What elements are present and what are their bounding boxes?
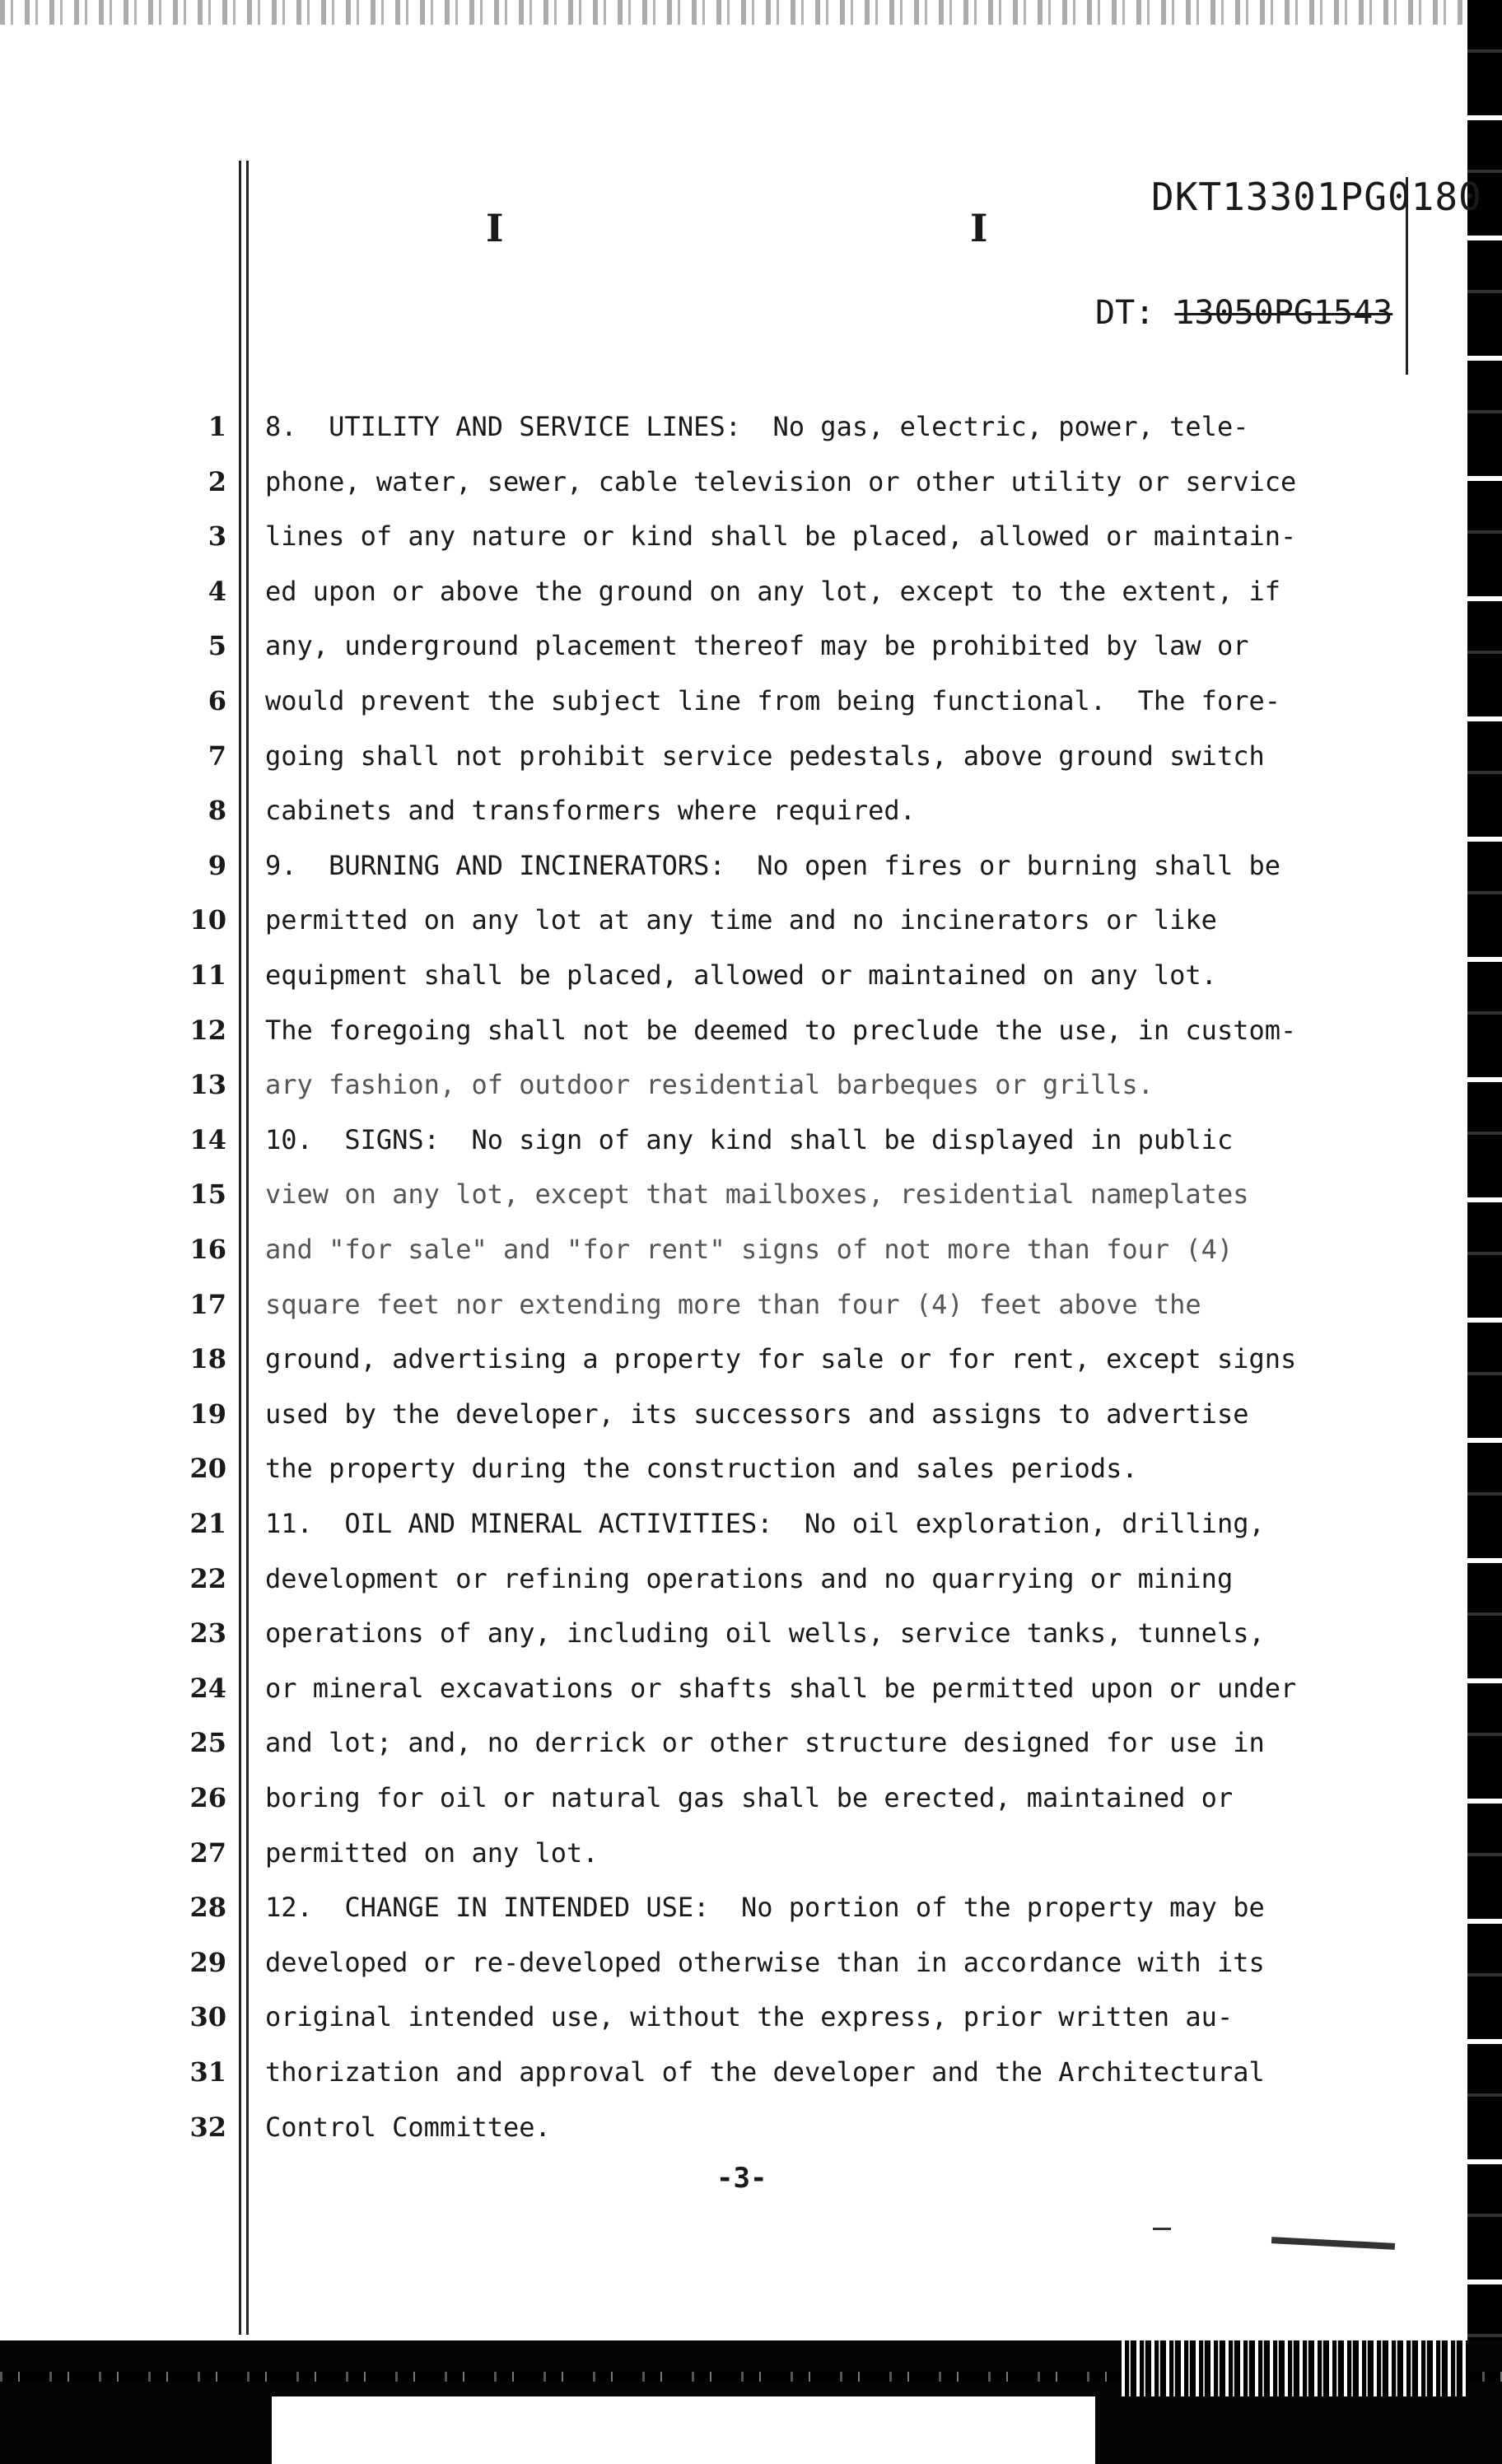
- line-text: 8. UTILITY AND SERVICE LINES: No gas, electric, power, tele-: [265, 411, 1249, 442]
- line-number: 27: [189, 1837, 226, 1869]
- docket-stamp-primary: DKT13301PG0180: [1151, 175, 1482, 219]
- line-number: 29: [189, 1947, 226, 1978]
- line-text: 11. OIL AND MINERAL ACTIVITIES: No oil exploration, drilling,: [265, 1508, 1265, 1539]
- text-line: [0, 838, 1449, 893]
- line-text: original intended use, without the express, prior written au-: [265, 2001, 1234, 2032]
- text-line: [0, 1606, 1449, 1660]
- text-line: [0, 2045, 1449, 2099]
- text-line: [0, 1771, 1449, 1825]
- line-number: 28: [189, 1892, 226, 1923]
- scan-mark: [1153, 2228, 1171, 2230]
- text-line: [0, 509, 1449, 563]
- text-line: [0, 1496, 1449, 1551]
- docket-secondary-prefix: DT:: [1095, 294, 1155, 332]
- line-number: 22: [189, 1563, 226, 1594]
- text-line: [0, 399, 1449, 454]
- line-text: equipment shall be placed, allowed or maintained on any lot.: [265, 959, 1217, 991]
- text-line: [0, 893, 1449, 947]
- line-number: 21: [189, 1508, 226, 1539]
- line-number: 2: [208, 466, 226, 497]
- line-number: 25: [189, 1727, 226, 1758]
- text-line: [0, 783, 1449, 838]
- line-text: thorization and approval of the developer and the Architectural: [265, 2056, 1265, 2088]
- line-number: 19: [189, 1398, 226, 1430]
- line-text: 12. CHANGE IN INTENDED USE: No portion of the property may be: [265, 1892, 1265, 1923]
- docket-secondary-struck: 13050PG1543: [1174, 294, 1393, 332]
- line-number: 31: [189, 2056, 226, 2088]
- line-text: developed or re-developed otherwise than in accordance with its: [265, 1947, 1265, 1978]
- line-number: 6: [208, 685, 226, 716]
- text-line: [0, 1332, 1449, 1386]
- line-number: 13: [189, 1069, 226, 1100]
- line-text: and lot; and, no derrick or other structure designed for use in: [265, 1727, 1265, 1758]
- line-number: 10: [189, 904, 226, 936]
- text-line: [0, 1661, 1449, 1715]
- text-line: [0, 1552, 1449, 1606]
- line-text: going shall not prohibit service pedestals, above ground switch: [265, 740, 1265, 772]
- line-number: 1: [208, 411, 226, 442]
- docket-stamp-secondary: [1095, 294, 1392, 332]
- line-number: 18: [189, 1343, 226, 1374]
- line-number: 24: [189, 1673, 226, 1704]
- line-text: ground, advertising a property for sale or for rent, except signs: [265, 1343, 1297, 1374]
- line-number: 17: [189, 1289, 226, 1320]
- line-number: 8: [208, 795, 226, 826]
- line-text: The foregoing shall not be deemed to preclude the use, in custom-: [265, 1015, 1297, 1046]
- line-text: ary fashion, of outdoor residential barbeques or grills.: [265, 1069, 1154, 1100]
- line-number: 9: [208, 850, 226, 881]
- text-line: [0, 455, 1449, 509]
- line-text: 9. BURNING AND INCINERATORS: No open fires or burning shall be: [265, 850, 1280, 881]
- scan-edge-right: [1467, 0, 1502, 2464]
- line-number: 20: [189, 1453, 226, 1484]
- line-number: 3: [208, 520, 226, 552]
- header-mark-left: I: [486, 206, 504, 250]
- text-line: [0, 948, 1449, 1002]
- line-text: permitted on any lot at any time and no incinerators or like: [265, 904, 1217, 936]
- text-line: [0, 1113, 1449, 1167]
- text-line: [0, 2100, 1449, 2154]
- text-line: [0, 1880, 1449, 1934]
- line-number: 12: [189, 1015, 226, 1046]
- line-text: lines of any nature or kind shall be placed, allowed or maintain-: [265, 520, 1297, 552]
- line-number: 5: [208, 630, 226, 661]
- text-line: [0, 1057, 1449, 1112]
- line-text: Control Committee.: [265, 2112, 551, 2143]
- line-text: ed upon or above the ground on any lot, except to the extent, if: [265, 576, 1280, 607]
- text-line: [0, 729, 1449, 783]
- line-number: 14: [189, 1124, 226, 1155]
- line-number: 16: [189, 1234, 226, 1265]
- line-text: the property during the construction and sales periods.: [265, 1453, 1138, 1484]
- scan-blank-strip: [272, 2396, 1095, 2464]
- line-text: any, underground placement thereof may be prohibited by law or: [265, 630, 1249, 661]
- line-number: 15: [189, 1178, 226, 1210]
- text-line: [0, 1387, 1449, 1441]
- line-text: would prevent the subject line from being functional. The fore-: [265, 685, 1280, 716]
- text-line: [0, 1990, 1449, 2044]
- scan-edge-top: [0, 0, 1502, 25]
- scan-scratch: [1271, 2237, 1395, 2250]
- text-line: [0, 1277, 1449, 1332]
- line-text: phone, water, sewer, cable television or other utility or service: [265, 466, 1297, 497]
- line-text: operations of any, including oil wells, service tanks, tunnels,: [265, 1617, 1265, 1649]
- line-number: 4: [208, 576, 226, 607]
- line-number: 26: [189, 1782, 226, 1813]
- page-number: -3-: [716, 2162, 767, 2195]
- line-text: view on any lot, except that mailboxes, residential nameplates: [265, 1178, 1249, 1210]
- line-text: boring for oil or natural gas shall be erected, maintained or: [265, 1782, 1234, 1813]
- line-number: 30: [189, 2001, 226, 2032]
- line-text: square feet nor extending more than four (4) feet above the: [265, 1289, 1201, 1320]
- text-line: [0, 1003, 1449, 1057]
- text-line: [0, 564, 1449, 618]
- line-text: permitted on any lot.: [265, 1837, 599, 1869]
- line-number: 32: [189, 2112, 226, 2143]
- scan-noise-corner: [1122, 2340, 1467, 2396]
- line-text: and "for sale" and "for rent" signs of not more than four (4): [265, 1234, 1234, 1265]
- line-text: used by the developer, its successors and assigns to advertise: [265, 1398, 1249, 1430]
- text-line: [0, 674, 1449, 728]
- text-line: [0, 1441, 1449, 1496]
- text-line: [0, 1826, 1449, 1880]
- line-text: cabinets and transformers where required.: [265, 795, 916, 826]
- line-text: or mineral excavations or shafts shall be permitted upon or under: [265, 1673, 1297, 1704]
- line-number: 7: [208, 740, 226, 772]
- line-text: development or refining operations and no quarrying or mining: [265, 1563, 1234, 1594]
- line-number: 11: [189, 959, 226, 991]
- line-text: 10. SIGNS: No sign of any kind shall be displayed in public: [265, 1124, 1234, 1155]
- text-line: [0, 618, 1449, 673]
- text-line: [0, 1935, 1449, 1990]
- text-line: [0, 1222, 1449, 1276]
- header-mark-right: I: [970, 206, 988, 250]
- text-line: [0, 1167, 1449, 1221]
- line-number: 23: [189, 1617, 226, 1649]
- text-line: [0, 1715, 1449, 1770]
